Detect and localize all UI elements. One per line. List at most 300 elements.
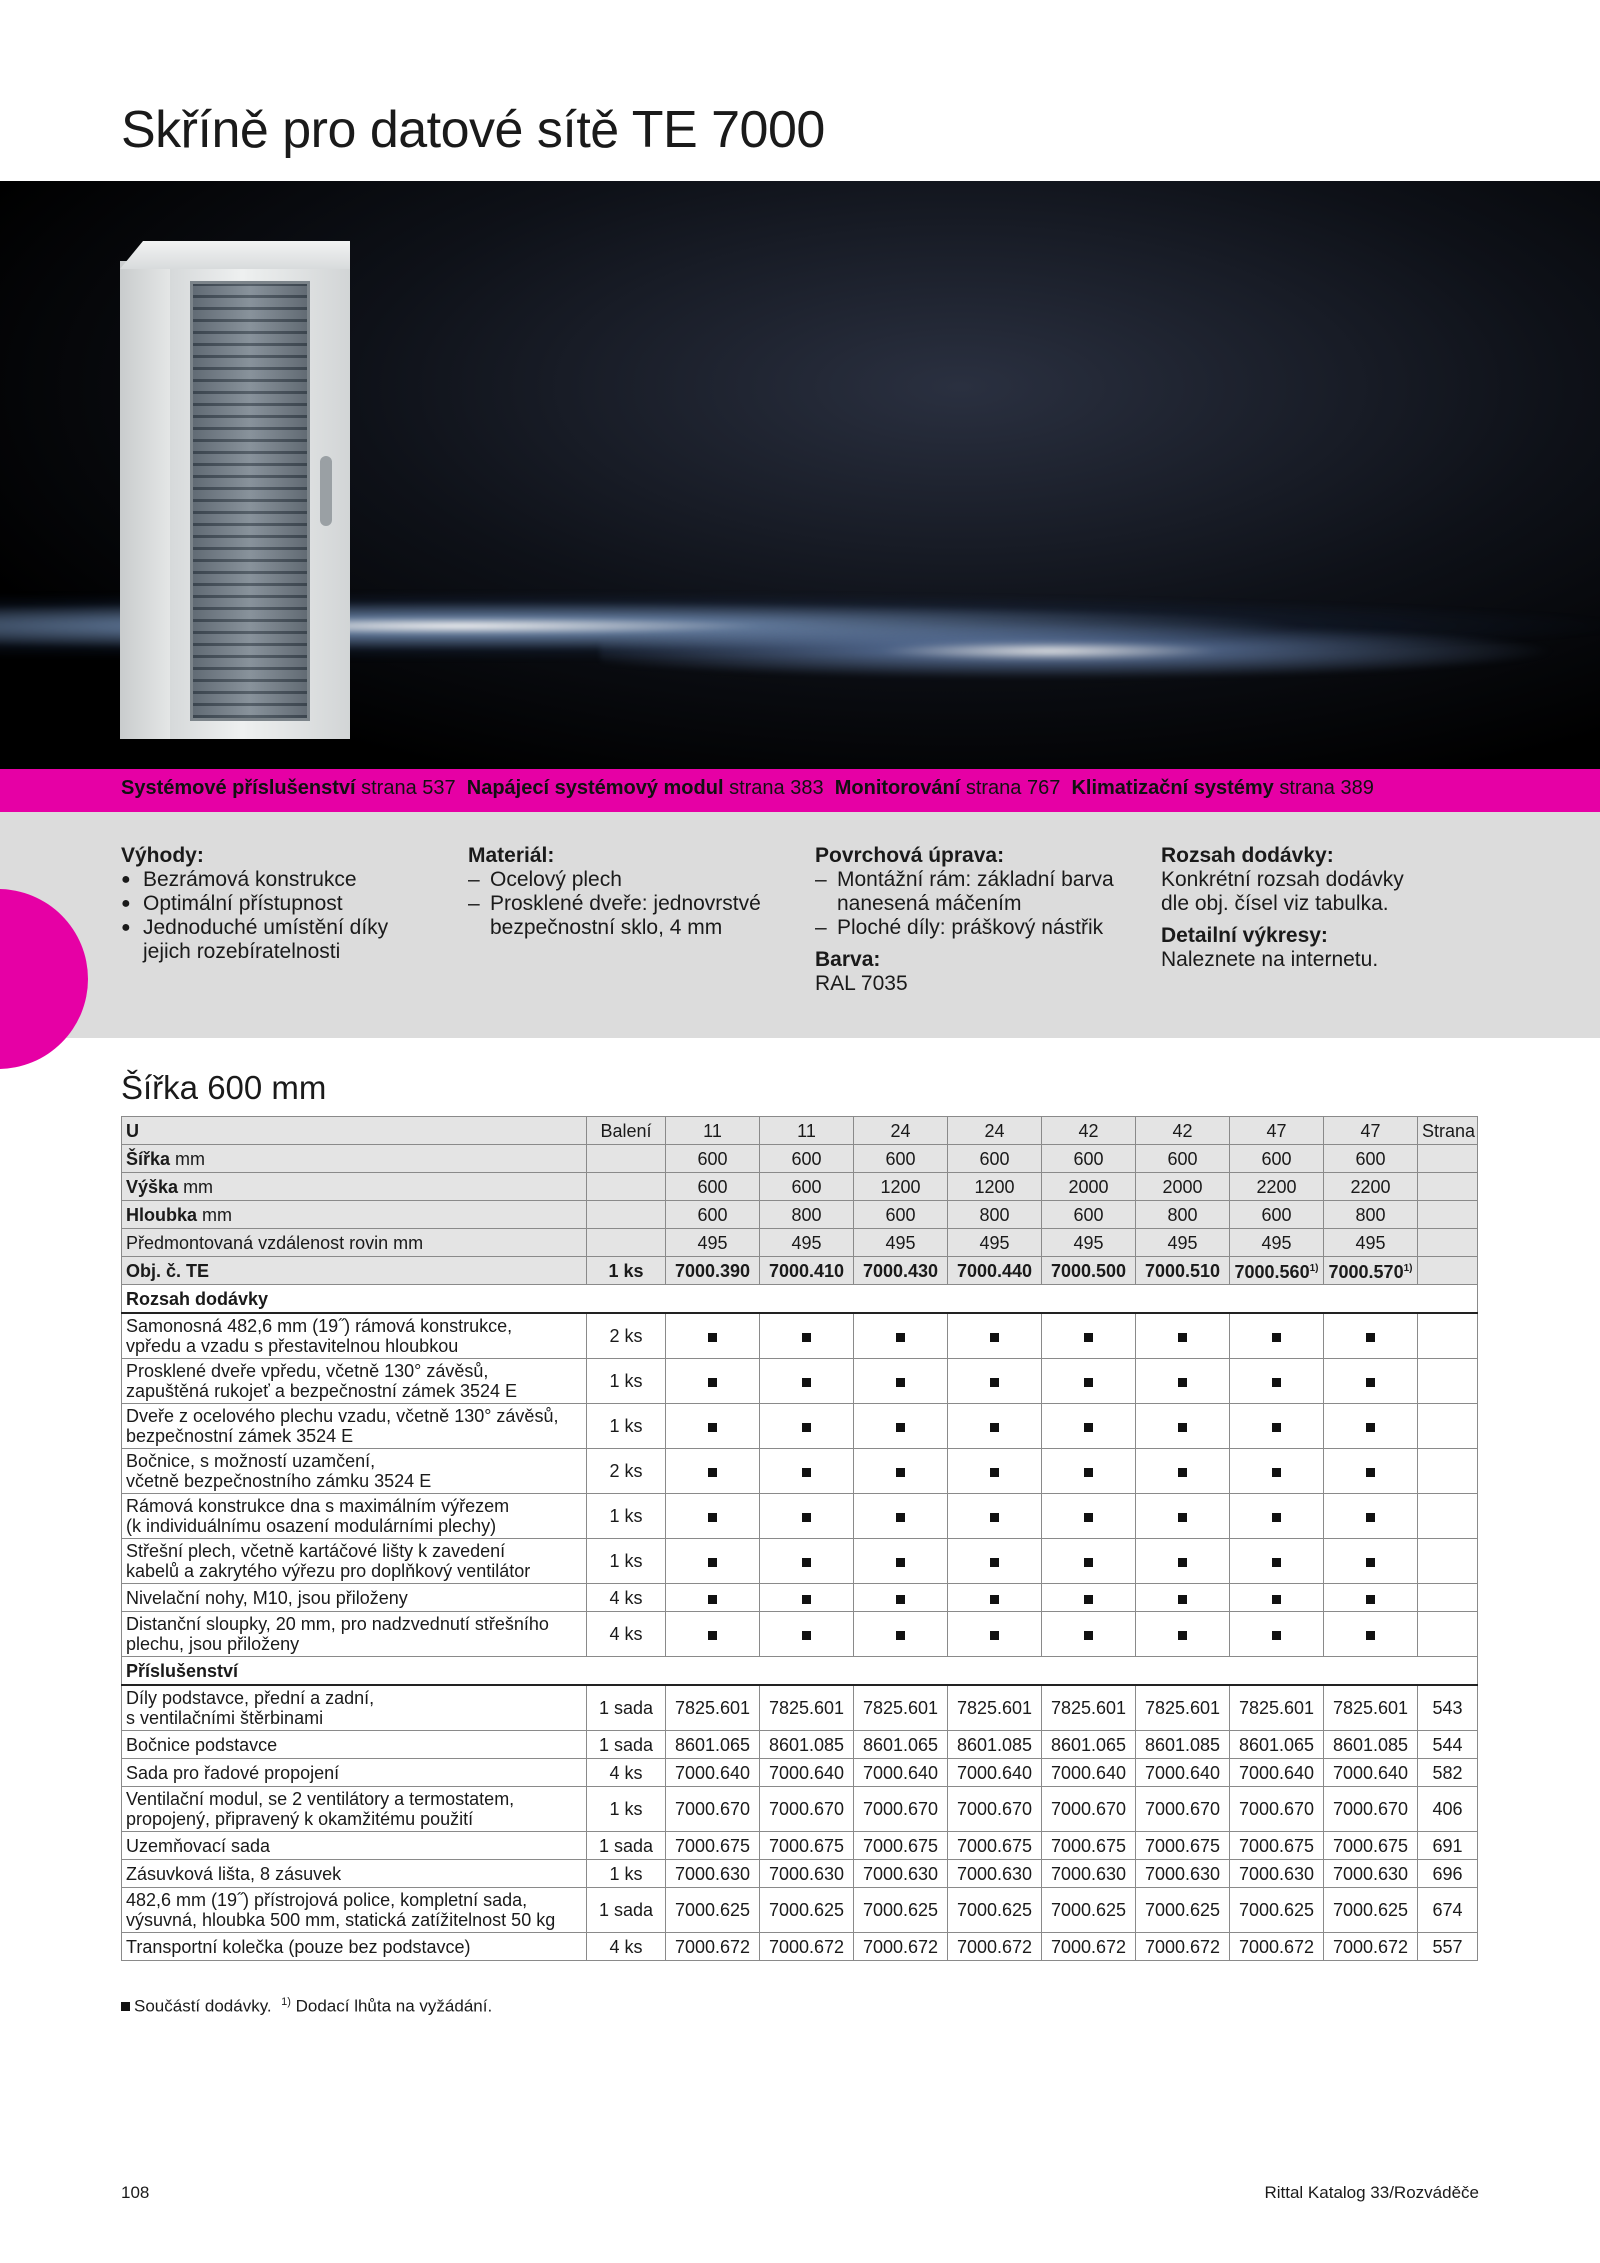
cross-reference-text bbox=[121, 777, 1374, 800]
table-cell: 600 bbox=[666, 1145, 760, 1173]
order-number-cell: 7000.630 bbox=[666, 1860, 760, 1888]
included-cell bbox=[948, 1539, 1042, 1584]
row-label-line: propojený, připravený k okamžitému použití bbox=[126, 1809, 474, 1829]
square-icon bbox=[896, 1378, 905, 1387]
table-cell: 600 bbox=[760, 1173, 854, 1201]
page-cell: 543 bbox=[1418, 1685, 1478, 1731]
order-number-cell: 7000.640 bbox=[854, 1759, 948, 1787]
table-row bbox=[122, 1285, 1478, 1314]
order-number-cell: 7000.625 bbox=[1136, 1888, 1230, 1933]
table-cell bbox=[1418, 1201, 1478, 1229]
material-item: – Prosklené dveře: jednovrstvé bbox=[468, 892, 761, 916]
footnote-text: Součástí dodávky. bbox=[134, 1996, 272, 2016]
included-cell bbox=[666, 1313, 760, 1359]
detail-title: Detailní výkresy: bbox=[1161, 924, 1328, 947]
table-cell: 800 bbox=[1136, 1201, 1230, 1229]
square-icon bbox=[1084, 1423, 1093, 1432]
included-cell bbox=[1042, 1494, 1136, 1539]
row-label-line: kabelů a zakrytého výřezu pro doplňkový ventilátor bbox=[126, 1561, 531, 1581]
table-row bbox=[122, 1539, 1478, 1584]
cross-reference-page: strana 767 bbox=[960, 777, 1072, 799]
row-label bbox=[122, 1888, 587, 1933]
square-icon bbox=[802, 1558, 811, 1567]
order-number-cell: 7825.601 bbox=[854, 1685, 948, 1731]
header-cell: 47 bbox=[1230, 1117, 1324, 1145]
table-cell: 600 bbox=[1042, 1145, 1136, 1173]
included-cell bbox=[948, 1494, 1042, 1539]
order-number-cell: 7000.675 bbox=[1230, 1832, 1324, 1860]
square-icon bbox=[1272, 1558, 1281, 1567]
page-title: Skříně pro datové sítě TE 7000 bbox=[121, 101, 825, 159]
row-label-line: Uzemňovací sada bbox=[126, 1835, 271, 1856]
table-row bbox=[122, 1145, 1478, 1173]
header-cell: 24 bbox=[854, 1117, 948, 1145]
order-number-cell: 7000.670 bbox=[1230, 1787, 1324, 1832]
order-number-cell: 7000.640 bbox=[760, 1759, 854, 1787]
table-cell: 600 bbox=[1230, 1145, 1324, 1173]
order-number-cell: 8601.085 bbox=[948, 1731, 1042, 1759]
row-label bbox=[122, 1404, 587, 1449]
features-povrch bbox=[815, 844, 1114, 996]
row-label-line: (k individuálnímu osazení modulárními plechy) bbox=[126, 1516, 497, 1536]
table-cell: 495 bbox=[1230, 1229, 1324, 1257]
povrch-item: – Ploché díly: práškový nástřik bbox=[815, 916, 1114, 940]
order-number-cell: 7825.601 bbox=[1230, 1685, 1324, 1731]
table-row bbox=[122, 1787, 1478, 1832]
order-number-cell: 7000.675 bbox=[666, 1832, 760, 1860]
row-label-line: Sada pro řadové propojení bbox=[126, 1762, 340, 1783]
included-cell bbox=[1230, 1359, 1324, 1404]
vyhody-item: ● Bezrámová konstrukce bbox=[121, 868, 388, 892]
pack-cell: 1 ks bbox=[587, 1404, 666, 1449]
row-label bbox=[122, 1933, 587, 1961]
header-cell: 11 bbox=[760, 1117, 854, 1145]
included-cell bbox=[1136, 1449, 1230, 1494]
row-label-line: Dveře z ocelového plechu vzadu, včetně 130° závěsů, bbox=[126, 1406, 559, 1426]
order-number-cell: 7000.640 bbox=[1136, 1759, 1230, 1787]
included-cell bbox=[1042, 1612, 1136, 1657]
square-icon bbox=[1366, 1468, 1375, 1477]
row-label-line: Ventilační modul, se 2 ventilátory a termostatem, bbox=[126, 1789, 515, 1809]
vyhody-title: Výhody: bbox=[121, 844, 204, 867]
table-cell: 495 bbox=[948, 1229, 1042, 1257]
table-cell bbox=[587, 1201, 666, 1229]
included-cell bbox=[1324, 1404, 1418, 1449]
order-number-cell: 7000.630 bbox=[854, 1860, 948, 1888]
square-icon bbox=[708, 1558, 717, 1567]
page-cell: 406 bbox=[1418, 1787, 1478, 1832]
header-cell: U bbox=[122, 1117, 587, 1145]
table-cell: 600 bbox=[1042, 1201, 1136, 1229]
pack-cell: 1 ks bbox=[587, 1539, 666, 1584]
table-cell: 600 bbox=[854, 1201, 948, 1229]
page-cell: 582 bbox=[1418, 1759, 1478, 1787]
rozsah-line: dle obj. čísel viz tabulka. bbox=[1161, 892, 1389, 915]
table-cell: 2200 bbox=[1230, 1173, 1324, 1201]
included-cell bbox=[1042, 1359, 1136, 1404]
order-number-cell: 7000.630 bbox=[1324, 1860, 1418, 1888]
material-title: Materiál: bbox=[468, 844, 555, 867]
row-label bbox=[122, 1787, 587, 1832]
included-cell bbox=[948, 1404, 1042, 1449]
header-cell: 11 bbox=[666, 1117, 760, 1145]
order-number-cell: 7000.670 bbox=[854, 1787, 948, 1832]
square-icon bbox=[896, 1558, 905, 1567]
included-cell bbox=[1136, 1313, 1230, 1359]
table-cell: 495 bbox=[1042, 1229, 1136, 1257]
table-cell: 800 bbox=[760, 1201, 854, 1229]
section-title: Šířka 600 mm bbox=[121, 1069, 327, 1106]
included-cell bbox=[1042, 1404, 1136, 1449]
row-label-line: 482,6 mm (19˝) přístrojová police, kompletní sada, bbox=[126, 1890, 528, 1910]
order-number-cell: 7000.675 bbox=[948, 1832, 1042, 1860]
table-cell bbox=[1418, 1584, 1478, 1612]
square-icon bbox=[1272, 1378, 1281, 1387]
order-number-cell: 7000.675 bbox=[854, 1832, 948, 1860]
table-cell: 2000 bbox=[1136, 1173, 1230, 1201]
table-row bbox=[122, 1759, 1478, 1787]
square-icon bbox=[1084, 1468, 1093, 1477]
table-cell bbox=[1418, 1539, 1478, 1584]
row-label-line: Distanční sloupky, 20 mm, pro nadzvednutí střešního bbox=[126, 1614, 549, 1634]
cross-reference-label: Systémové příslušenství bbox=[121, 777, 356, 799]
table-row bbox=[122, 1449, 1478, 1494]
row-label-line: Rámová konstrukce dna s maximálním výřezem bbox=[126, 1496, 510, 1516]
row-label-line: Bočnice, s možností uzamčení, bbox=[126, 1451, 376, 1471]
square-icon bbox=[1366, 1513, 1375, 1522]
square-icon bbox=[1178, 1595, 1187, 1604]
row-label-line: Díly podstavce, přední a zadní, bbox=[126, 1688, 375, 1708]
square-icon bbox=[802, 1378, 811, 1387]
order-number-cell: 7000.640 bbox=[1230, 1759, 1324, 1787]
table-cell bbox=[1418, 1173, 1478, 1201]
included-cell bbox=[948, 1449, 1042, 1494]
row-label-line: včetně bezpečnostního zámku 3524 E bbox=[126, 1471, 432, 1491]
included-cell bbox=[854, 1612, 948, 1657]
footnote bbox=[121, 1996, 492, 2017]
included-cell bbox=[1136, 1404, 1230, 1449]
features-material bbox=[468, 844, 761, 940]
square-icon bbox=[1366, 1558, 1375, 1567]
povrch-item: nanesená máčením bbox=[837, 892, 1022, 915]
table-cell bbox=[1418, 1359, 1478, 1404]
table-row bbox=[122, 1257, 1478, 1285]
pack-cell: 4 ks bbox=[587, 1759, 666, 1787]
row-label bbox=[122, 1313, 587, 1359]
square-icon bbox=[1178, 1333, 1187, 1342]
povrch-item: – Montážní rám: základní barva bbox=[815, 868, 1114, 892]
included-cell bbox=[948, 1584, 1042, 1612]
pack-cell: 1 ks bbox=[587, 1257, 666, 1285]
table-cell bbox=[1418, 1145, 1478, 1173]
order-number-cell: 7000.625 bbox=[666, 1888, 760, 1933]
square-icon bbox=[802, 1631, 811, 1640]
pack-cell: 1 sada bbox=[587, 1685, 666, 1731]
order-number-cell: 7000.625 bbox=[948, 1888, 1042, 1933]
page-cell: 557 bbox=[1418, 1933, 1478, 1961]
table-row bbox=[122, 1832, 1478, 1860]
table-row bbox=[122, 1612, 1478, 1657]
table-row bbox=[122, 1229, 1478, 1257]
order-number-cell: 7000.672 bbox=[1042, 1933, 1136, 1961]
order-number-cell: 7000.675 bbox=[1042, 1832, 1136, 1860]
row-label bbox=[122, 1731, 587, 1759]
features-vyhody bbox=[121, 844, 388, 964]
table-cell: 495 bbox=[760, 1229, 854, 1257]
table-cell: 600 bbox=[854, 1145, 948, 1173]
table-cell bbox=[1418, 1612, 1478, 1657]
included-cell bbox=[948, 1313, 1042, 1359]
square-icon bbox=[1272, 1468, 1281, 1477]
row-label: Šířka mm bbox=[122, 1145, 587, 1173]
barva-value: RAL 7035 bbox=[815, 972, 908, 995]
order-number-cell: 8601.065 bbox=[666, 1731, 760, 1759]
section-header: Příslušenství bbox=[122, 1657, 1478, 1686]
included-cell bbox=[1324, 1313, 1418, 1359]
square-icon bbox=[896, 1513, 905, 1522]
square-icon bbox=[1366, 1595, 1375, 1604]
row-label-line: výsuvná, hloubka 500 mm, statická zatížitelnost 50 kg bbox=[126, 1910, 556, 1930]
included-cell bbox=[854, 1449, 948, 1494]
table-cell: 2200 bbox=[1324, 1173, 1418, 1201]
pack-cell: 1 sada bbox=[587, 1832, 666, 1860]
square-icon bbox=[896, 1423, 905, 1432]
table-cell: 600 bbox=[760, 1145, 854, 1173]
included-cell bbox=[1324, 1539, 1418, 1584]
included-cell bbox=[1230, 1313, 1324, 1359]
order-number-cell: 7000.640 bbox=[666, 1759, 760, 1787]
row-label-line: Střešní plech, včetně kartáčové lišty k zavedení bbox=[126, 1541, 506, 1561]
row-label-line: plechu, jsou přiloženy bbox=[126, 1634, 300, 1654]
included-cell bbox=[854, 1584, 948, 1612]
row-label: Předmontovaná vzdálenost rovin mm bbox=[122, 1229, 587, 1257]
table-row bbox=[122, 1359, 1478, 1404]
included-cell bbox=[1136, 1539, 1230, 1584]
row-label bbox=[122, 1359, 587, 1404]
cross-reference-label: Monitorování bbox=[834, 777, 961, 799]
included-cell bbox=[666, 1404, 760, 1449]
row-label-line: Prosklené dveře vpředu, včetně 130° závěsů, bbox=[126, 1361, 489, 1381]
table-cell: 800 bbox=[1324, 1201, 1418, 1229]
material-item: – Ocelový plech bbox=[468, 868, 761, 892]
header-cell: Balení bbox=[587, 1117, 666, 1145]
table-row bbox=[122, 1117, 1478, 1145]
table-cell bbox=[587, 1145, 666, 1173]
order-number-cell: 8601.065 bbox=[1042, 1731, 1136, 1759]
order-number-cell: 7000.630 bbox=[1230, 1860, 1324, 1888]
table-row bbox=[122, 1404, 1478, 1449]
section-header: Rozsah dodávky bbox=[122, 1285, 1478, 1314]
pack-cell: 2 ks bbox=[587, 1313, 666, 1359]
row-label-line: vpředu a vzadu s přestavitelnou hloubkou bbox=[126, 1336, 459, 1356]
included-cell bbox=[666, 1584, 760, 1612]
order-number-cell: 8601.065 bbox=[1230, 1731, 1324, 1759]
row-label-line: Bočnice podstavce bbox=[126, 1734, 278, 1755]
order-number-cell: 7000.625 bbox=[760, 1888, 854, 1933]
table-row bbox=[122, 1860, 1478, 1888]
pack-cell: 1 sada bbox=[587, 1888, 666, 1933]
order-number-cell: 7000.625 bbox=[1042, 1888, 1136, 1933]
table-cell: 1200 bbox=[948, 1173, 1042, 1201]
square-icon bbox=[802, 1513, 811, 1522]
table-row bbox=[122, 1494, 1478, 1539]
included-cell bbox=[760, 1494, 854, 1539]
row-label bbox=[122, 1494, 587, 1539]
square-icon bbox=[1178, 1423, 1187, 1432]
included-cell bbox=[760, 1612, 854, 1657]
included-cell bbox=[1136, 1612, 1230, 1657]
square-icon bbox=[802, 1595, 811, 1604]
order-number-cell: 7000.625 bbox=[1230, 1888, 1324, 1933]
square-icon bbox=[990, 1423, 999, 1432]
square-icon bbox=[708, 1595, 717, 1604]
vyhody-item: jejich rozebíratelnosti bbox=[143, 940, 341, 963]
order-number-cell: 7000.440 bbox=[948, 1257, 1042, 1285]
square-icon bbox=[802, 1423, 811, 1432]
row-label bbox=[122, 1685, 587, 1731]
row-label: Hloubka mm bbox=[122, 1201, 587, 1229]
square-icon bbox=[990, 1378, 999, 1387]
barva-title: Barva: bbox=[815, 948, 881, 971]
included-cell bbox=[1230, 1494, 1324, 1539]
square-icon bbox=[1084, 1631, 1093, 1640]
square-icon bbox=[708, 1468, 717, 1477]
square-icon bbox=[1084, 1558, 1093, 1567]
included-cell bbox=[760, 1359, 854, 1404]
order-number-cell: 7000.640 bbox=[1042, 1759, 1136, 1787]
pack-cell: 1 ks bbox=[587, 1860, 666, 1888]
order-number-cell: 7000.672 bbox=[760, 1933, 854, 1961]
included-cell bbox=[1324, 1494, 1418, 1539]
order-number-cell: 7000.670 bbox=[1136, 1787, 1230, 1832]
square-icon bbox=[1178, 1631, 1187, 1640]
included-cell bbox=[760, 1404, 854, 1449]
order-number-cell: 7000.672 bbox=[1136, 1933, 1230, 1961]
square-icon bbox=[708, 1378, 717, 1387]
row-label bbox=[122, 1584, 587, 1612]
table-cell: 495 bbox=[1136, 1229, 1230, 1257]
header-cell: Strana bbox=[1418, 1117, 1478, 1145]
square-icon bbox=[1178, 1558, 1187, 1567]
table-cell: 600 bbox=[1136, 1145, 1230, 1173]
row-label bbox=[122, 1449, 587, 1494]
header-cell: 24 bbox=[948, 1117, 1042, 1145]
pack-cell: 4 ks bbox=[587, 1612, 666, 1657]
header-cell: 47 bbox=[1324, 1117, 1418, 1145]
light-streak bbox=[600, 621, 1600, 681]
included-cell bbox=[1042, 1449, 1136, 1494]
order-number-cell: 7000.672 bbox=[1324, 1933, 1418, 1961]
included-cell bbox=[1230, 1449, 1324, 1494]
order-number-cell: 7000.630 bbox=[760, 1860, 854, 1888]
included-cell bbox=[1136, 1584, 1230, 1612]
pack-cell: 1 ks bbox=[587, 1787, 666, 1832]
pack-cell: 4 ks bbox=[587, 1933, 666, 1961]
row-label bbox=[122, 1832, 587, 1860]
included-cell bbox=[854, 1404, 948, 1449]
page-cell: 696 bbox=[1418, 1860, 1478, 1888]
table-row bbox=[122, 1173, 1478, 1201]
cross-reference-bar bbox=[0, 769, 1600, 812]
square-icon bbox=[1366, 1423, 1375, 1432]
square-icon bbox=[802, 1468, 811, 1477]
included-cell bbox=[1042, 1584, 1136, 1612]
square-icon bbox=[1084, 1513, 1093, 1522]
order-number-cell: 7825.601 bbox=[1324, 1685, 1418, 1731]
square-icon bbox=[1084, 1378, 1093, 1387]
vyhody-item: ● Optimální přístupnost bbox=[121, 892, 388, 916]
header-cell: 42 bbox=[1136, 1117, 1230, 1145]
row-label-line: Transportní kolečka (pouze bez podstavce) bbox=[126, 1936, 471, 1957]
table-cell bbox=[1418, 1229, 1478, 1257]
order-number-cell: 7000.390 bbox=[666, 1257, 760, 1285]
table-cell bbox=[1418, 1257, 1478, 1285]
footnote-sup: 1) bbox=[281, 1996, 291, 2008]
included-cell bbox=[760, 1313, 854, 1359]
table-cell: 600 bbox=[1230, 1201, 1324, 1229]
row-label-line: Zásuvková lišta, 8 zásuvek bbox=[126, 1863, 342, 1884]
square-icon bbox=[896, 1595, 905, 1604]
square-icon bbox=[1272, 1595, 1281, 1604]
order-number-cell: 7000.630 bbox=[1042, 1860, 1136, 1888]
square-icon bbox=[896, 1468, 905, 1477]
table-cell: 495 bbox=[1324, 1229, 1418, 1257]
features-rozsah bbox=[1161, 844, 1404, 972]
row-label bbox=[122, 1759, 587, 1787]
order-number-cell: 7000.675 bbox=[1136, 1832, 1230, 1860]
included-cell bbox=[1230, 1404, 1324, 1449]
order-number-cell: 8601.085 bbox=[1324, 1731, 1418, 1759]
order-number-cell: 7000.625 bbox=[854, 1888, 948, 1933]
table-row bbox=[122, 1731, 1478, 1759]
square-icon bbox=[708, 1631, 717, 1640]
order-number-cell: 7000.672 bbox=[948, 1933, 1042, 1961]
included-cell bbox=[1136, 1359, 1230, 1404]
included-cell bbox=[1230, 1539, 1324, 1584]
square-icon bbox=[802, 1333, 811, 1342]
included-cell bbox=[948, 1612, 1042, 1657]
square-icon bbox=[1178, 1468, 1187, 1477]
order-number-cell: 7825.601 bbox=[760, 1685, 854, 1731]
page-cell: 544 bbox=[1418, 1731, 1478, 1759]
order-number-cell: 7000.640 bbox=[948, 1759, 1042, 1787]
square-icon bbox=[1084, 1333, 1093, 1342]
included-cell bbox=[1042, 1539, 1136, 1584]
square-icon bbox=[708, 1423, 717, 1432]
pack-cell: 1 ks bbox=[587, 1359, 666, 1404]
material-item: bezpečnostní sklo, 4 mm bbox=[490, 916, 723, 939]
row-label-line: bezpečnostní zámek 3524 E bbox=[126, 1426, 354, 1446]
included-cell bbox=[1324, 1612, 1418, 1657]
included-cell bbox=[1136, 1494, 1230, 1539]
included-cell bbox=[1324, 1449, 1418, 1494]
included-cell bbox=[760, 1584, 854, 1612]
order-number-cell: 7000.675 bbox=[1324, 1832, 1418, 1860]
pack-cell: 1 sada bbox=[587, 1731, 666, 1759]
square-icon bbox=[990, 1468, 999, 1477]
table-row bbox=[122, 1584, 1478, 1612]
square-icon bbox=[121, 2002, 130, 2011]
order-number-cell: 7825.601 bbox=[1136, 1685, 1230, 1731]
square-icon bbox=[1366, 1378, 1375, 1387]
row-label-line: zapuštěná rukojeť a bezpečnostní zámek 3524 E bbox=[126, 1381, 517, 1401]
order-number-cell: 7000.570$^{1)}$ bbox=[1324, 1257, 1418, 1285]
order-number-cell: 7000.410 bbox=[760, 1257, 854, 1285]
row-label bbox=[122, 1539, 587, 1584]
cross-reference-page: strana 383 bbox=[723, 777, 835, 799]
row-label-line: s ventilačními štěrbinami bbox=[126, 1708, 324, 1728]
square-icon bbox=[1366, 1333, 1375, 1342]
